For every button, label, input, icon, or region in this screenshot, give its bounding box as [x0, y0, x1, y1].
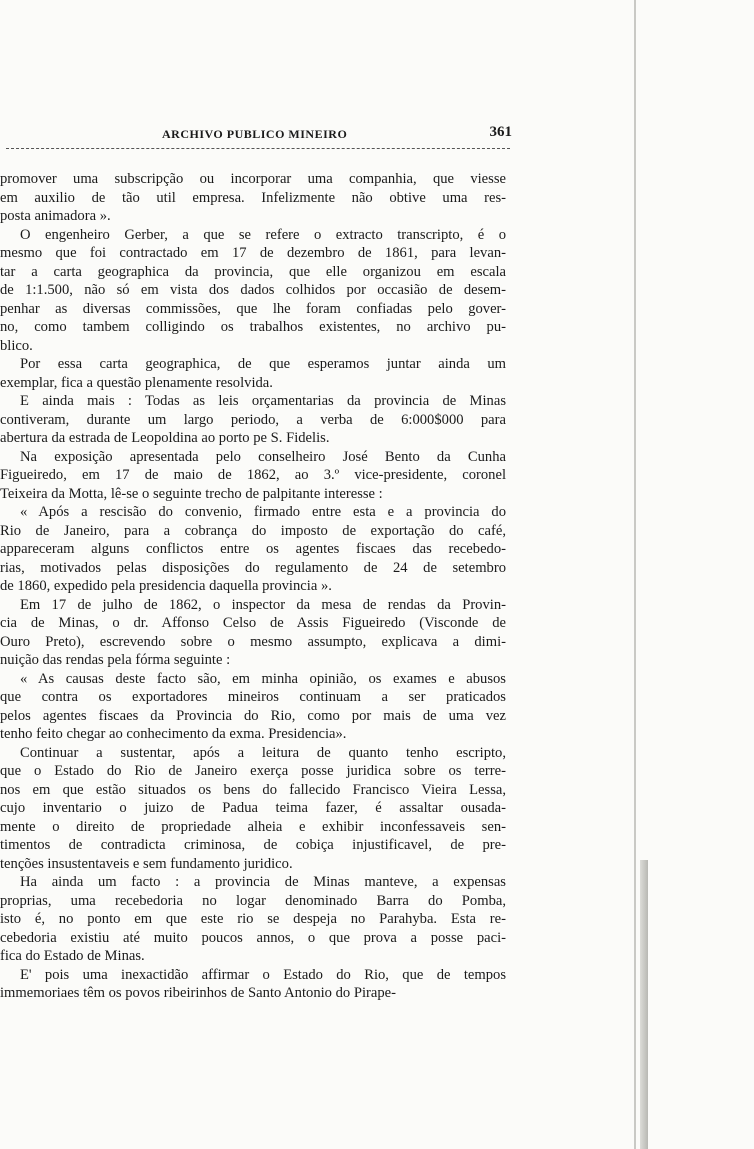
- body-text: [0, 170, 506, 1003]
- paragraph: [0, 170, 506, 226]
- page-edge: [634, 0, 636, 1149]
- text-line: nos em que estão situados os bens do fallecido Francisco Vieira Lessa,: [0, 781, 506, 798]
- text-line: penhar as diversas commissões, que lhe foram confiadas pelo gover-: [0, 300, 506, 317]
- text-line: nuição das rendas pela fórma seguinte :: [0, 652, 231, 668]
- paragraph: [0, 670, 506, 744]
- paragraph: [0, 448, 506, 504]
- paragraph: [0, 392, 506, 448]
- text-line: E' pois uma inexactidão affirmar o Estado do Rio, que de tempos: [20, 966, 506, 983]
- text-line: Rio de Janeiro, para a cobrança do imposto de exportação do café,: [0, 522, 506, 539]
- text-line: E ainda mais : Todas as leis orçamentarias da provincia de Minas: [20, 393, 506, 409]
- text-line: Teixeira da Motta, lê-se o seguinte trecho de palpitante interesse :: [0, 485, 383, 502]
- text-line: cujo inventario o juizo de Padua teima fazer, é assaltar ousada-: [0, 800, 506, 816]
- text-line: Ouro Preto), escrevendo sobre o mesmo assumpto, explicava a dimi-: [0, 633, 506, 650]
- text-line: timentos de contradicta criminosa, de cobiça injustificavel, de pre-: [0, 837, 506, 853]
- text-line: mente o direito de propriedade alheia e exhibir inconfessaveis sen-: [0, 818, 506, 835]
- text-line: Por essa carta geographica, de que esperamos juntar ainda um: [20, 356, 506, 372]
- running-header: [0, 124, 512, 147]
- text-line: pelos agentes fiscaes da Provincia do Rio, como por mais de uma vez: [0, 707, 506, 724]
- text-line: mesmo que foi contractado em 17 de dezembro de 1861, para levan-: [0, 245, 506, 261]
- paragraph: [0, 596, 506, 670]
- text-line: Continuar a sustentar, após a leitura de quanto tenho escripto,: [20, 744, 506, 761]
- text-line: Ha ainda um facto : a provincia de Minas manteve, a expensas: [20, 874, 506, 890]
- paragraph: [0, 873, 506, 966]
- text-line: blico.: [0, 337, 33, 354]
- text-line: promover uma subscripção ou incorporar uma companhia, que viesse: [0, 171, 506, 187]
- text-line: tenções insustentaveis e sem fundamento juridico.: [0, 855, 293, 872]
- header-rule: [6, 148, 510, 149]
- running-title: ARCHIVO PUBLICO MINEIRO: [162, 127, 348, 141]
- text-line: no, como tambem colligindo os trabalhos existentes, no archivo pu-: [0, 319, 506, 335]
- text-line: de 1860, expedido pela presidencia daquella provincia ».: [0, 578, 332, 594]
- text-line: rias, motivados pelas disposições do regulamento de 24 de setembro: [0, 559, 506, 576]
- text-line: de 1:1.500, não só em vista dos dados colhidos por occasião de desem-: [0, 282, 506, 298]
- text-line: cia de Minas, o dr. Affonso Celso de Assis Figueiredo (Visconde de: [0, 615, 506, 631]
- text-line: que contra os exportadores mineiros continuam a ser praticados: [0, 689, 506, 705]
- paragraph: [0, 503, 506, 596]
- paragraph: [0, 226, 506, 356]
- text-line: Figueiredo, em 17 de maio de 1862, ao 3.º vice-presidente, coronel: [0, 467, 506, 483]
- text-line: tar a carta geographica da provincia, que elle organizou em escala: [0, 263, 506, 280]
- text-line: abertura da estrada de Leopoldina ao porto pe S. Fidelis.: [0, 430, 330, 446]
- text-line: isto é, no ponto em que este rio se despeja no Parahyba. Esta re-: [0, 911, 506, 927]
- text-line: O engenheiro Gerber, a que se refere o extracto transcripto, é o: [20, 226, 506, 243]
- text-line: « Após a rescisão do convenio, firmado entre esta e a provincia do: [20, 504, 506, 520]
- text-line: appareceram alguns conflictos entre os agentes fiscaes das recebedo-: [0, 541, 506, 557]
- text-line: immemoriaes têm os povos ribeirinhos de Santo Antonio do Pirape-: [0, 985, 397, 1001]
- paragraph: [0, 355, 506, 392]
- page-number: 361: [489, 124, 512, 140]
- page-edge-shadow: [640, 860, 648, 1149]
- text-line: que o Estado do Rio de Janeiro exerça posse juridica sobre os terre-: [0, 763, 506, 779]
- text-line: contiveram, durante um largo periodo, a verba de 6:000$000 para: [0, 411, 506, 428]
- text-line: Na exposição apresentada pelo conselheiro José Bento da Cunha: [20, 448, 506, 465]
- paragraph: [0, 744, 506, 874]
- paragraph: [0, 966, 506, 1003]
- text-line: cebedoria existiu até muito poucos annos, o que prova a posse paci-: [0, 929, 506, 946]
- text-line: exemplar, fica a questão plenamente resolvida.: [0, 374, 273, 391]
- text-line: fica do Estado de Minas.: [0, 948, 145, 964]
- text-line: em auxilio de tão util empresa. Infelizmente não obtive uma res-: [0, 189, 506, 206]
- text-line: « As causas deste facto são, em minha opinião, os exames e abusos: [20, 670, 506, 687]
- text-line: proprias, uma recebedoria no logar denominado Barra do Pomba,: [0, 892, 506, 909]
- text-line: Em 17 de julho de 1862, o inspector da mesa de rendas da Provin-: [20, 596, 506, 613]
- text-line: posta animadora ».: [0, 208, 111, 224]
- text-line: tenho feito chegar ao conhecimento da exma. Presidencia».: [0, 726, 347, 742]
